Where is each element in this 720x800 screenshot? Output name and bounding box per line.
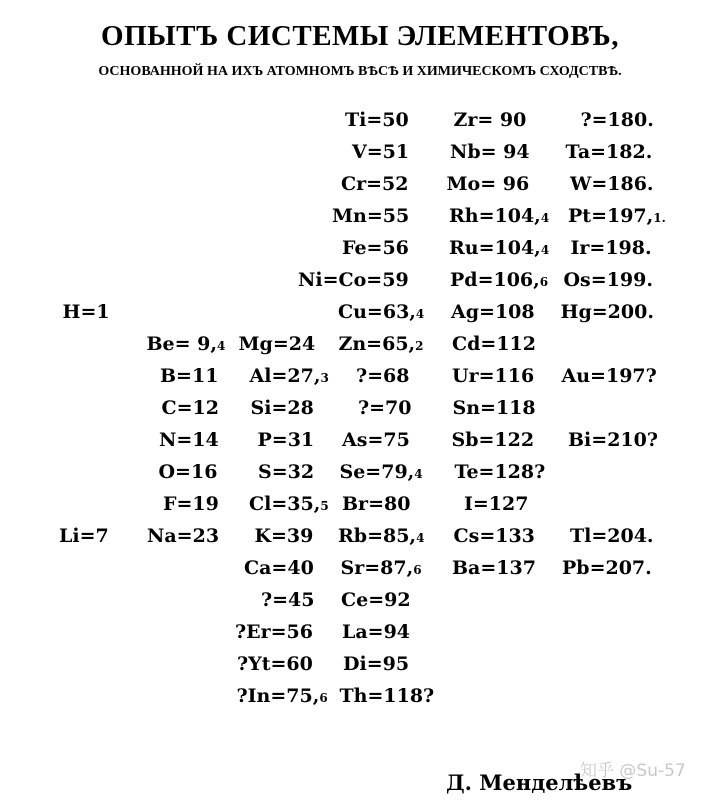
- element-symbol-weight: C=12: [161, 397, 219, 419]
- element-symbol-weight: Ru=104,: [449, 237, 541, 259]
- element-cell: [239, 332, 316, 356]
- element-symbol-weight: Ba=137: [452, 557, 536, 579]
- element-symbol-weight: Hg=200.: [560, 301, 654, 323]
- watermark: 知乎 @Su-57: [580, 761, 686, 781]
- element-symbol-weight: H=1: [62, 301, 110, 323]
- element-cell: [451, 300, 535, 324]
- element-symbol-weight: Fe=56: [342, 237, 409, 259]
- element-symbol-weight: Ta=182.: [565, 141, 653, 163]
- element-weight-decimal: 6: [413, 563, 422, 577]
- element-cell: [570, 172, 654, 196]
- element-cell: [352, 140, 409, 164]
- page-subtitle: ОСНОВАННОЙ НА ИХЪ АТОМНОМЪ ВѢСѢ И ХИМИЧЕСКОМЪ СХОДСТВѢ.: [98, 64, 622, 79]
- element-cell: [454, 524, 535, 548]
- element-symbol-weight: La=94: [342, 621, 411, 643]
- element-cell: [338, 300, 424, 326]
- element-cell: [59, 524, 109, 548]
- element-cell: [341, 556, 422, 582]
- element-symbol-weight: ?=45: [261, 589, 315, 611]
- element-symbol-weight: Ur=116: [452, 365, 535, 387]
- element-cell: [342, 492, 410, 516]
- element-cell: [244, 556, 314, 580]
- element-symbol-weight: Ni=Co=59: [298, 269, 409, 291]
- element-cell: [562, 556, 652, 580]
- element-cell: [571, 236, 652, 260]
- element-symbol-weight: Al=27,: [249, 365, 321, 387]
- element-cell: [345, 108, 409, 132]
- element-weight-decimal: 6: [319, 691, 328, 705]
- element-cell: [356, 364, 410, 388]
- element-cell: [452, 332, 536, 356]
- element-cell: [564, 268, 653, 292]
- element-cell: [258, 460, 314, 484]
- element-cell: [568, 428, 658, 452]
- element-cell: [237, 652, 313, 676]
- element-symbol-weight: N=14: [159, 429, 219, 451]
- element-cell: [581, 108, 654, 132]
- element-symbol-weight: Rb=85,: [338, 525, 417, 547]
- element-cell: [568, 204, 666, 230]
- element-weight-decimal: 3: [320, 371, 329, 385]
- element-symbol-weight: Au=197?: [561, 365, 657, 387]
- element-cell: [340, 460, 423, 486]
- element-symbol-weight: Ag=108: [451, 301, 535, 323]
- element-cell: [342, 428, 410, 452]
- element-cell: [163, 492, 219, 516]
- element-symbol-weight: Th=118?: [339, 685, 435, 707]
- element-symbol-weight: Br=80: [342, 493, 411, 515]
- element-symbol-weight: Na=23: [147, 525, 220, 547]
- element-cell: [450, 268, 548, 294]
- element-symbol-weight: Mn=55: [332, 205, 410, 227]
- author-signature: Д. Менделѣевъ: [446, 770, 633, 795]
- element-cell: [452, 364, 534, 388]
- element-cell: [159, 428, 219, 452]
- element-symbol-weight: Cl=35,: [249, 493, 321, 515]
- element-symbol-weight: Pt=197,: [568, 205, 654, 227]
- element-symbol-weight: Cd=112: [452, 333, 536, 355]
- element-cell: [339, 332, 424, 358]
- element-cell: [147, 332, 226, 358]
- element-symbol-weight: Li=7: [59, 525, 109, 547]
- element-symbol-weight: ?=68: [356, 365, 410, 387]
- element-weight-decimal: 1.: [653, 211, 666, 225]
- element-symbol-weight: F=19: [163, 493, 219, 515]
- element-symbol-weight: Pb=207.: [562, 557, 652, 579]
- element-symbol-weight: P=31: [257, 429, 315, 451]
- element-symbol-weight: Sn=118: [452, 397, 536, 419]
- element-symbol-weight: O=16: [158, 461, 218, 483]
- element-symbol-weight: Ir=198.: [570, 237, 652, 259]
- element-cell: [343, 652, 409, 676]
- element-weight-decimal: 2: [415, 339, 424, 353]
- element-weight-decimal: 6: [539, 275, 549, 289]
- element-weight-decimal: 4: [414, 467, 423, 481]
- element-cell: [250, 364, 329, 390]
- element-symbol-weight: ?Yt=60: [237, 653, 313, 675]
- element-symbol-weight: Pd=106,: [450, 269, 540, 291]
- element-weight-decimal: 4: [416, 531, 425, 545]
- element-symbol-weight: ?=180.: [580, 109, 654, 131]
- element-symbol-weight: Cu=63,: [338, 301, 416, 323]
- element-cell: [160, 364, 218, 388]
- element-symbol-weight: Nb= 94: [450, 141, 530, 163]
- element-symbol-weight: Mo= 96: [446, 173, 530, 195]
- element-symbol-weight: Sb=122: [451, 429, 535, 451]
- element-symbol-weight: As=75: [342, 429, 410, 451]
- element-symbol-weight: Zr= 90: [453, 109, 527, 131]
- element-cell: [455, 460, 546, 484]
- element-cell: [340, 684, 435, 708]
- element-symbol-weight: Ce=92: [341, 589, 411, 611]
- element-symbol-weight: Tl=204.: [570, 525, 654, 547]
- element-cell: [237, 684, 328, 710]
- page-title: ОПЫТЪ СИСТЕМЫ ЭЛЕМЕНТОВЪ,: [101, 20, 619, 52]
- element-cell: [63, 300, 110, 324]
- element-cell: [450, 140, 530, 164]
- element-cell: [452, 556, 536, 580]
- element-weight-decimal: 4: [415, 307, 425, 321]
- element-cell: [298, 268, 409, 292]
- element-cell: [342, 236, 409, 260]
- element-symbol-weight: Be= 9,: [146, 333, 218, 355]
- element-cell: [332, 204, 409, 228]
- element-symbol-weight: Di=95: [343, 653, 410, 675]
- element-symbol-weight: Cr=52: [341, 173, 409, 195]
- element-symbol-weight: Se=79,: [339, 461, 415, 483]
- element-symbol-weight: Cs=133: [453, 525, 535, 547]
- element-cell: [341, 172, 409, 196]
- element-symbol-weight: B=11: [160, 365, 219, 387]
- element-symbol-weight: Sr=87,: [340, 557, 414, 579]
- element-cell: [447, 172, 530, 196]
- element-symbol-weight: Rh=104,: [449, 205, 541, 227]
- element-symbol-weight: V=51: [352, 141, 410, 163]
- element-symbol-weight: I=127: [464, 493, 529, 515]
- element-weight-decimal: 4: [217, 339, 226, 353]
- element-symbol-weight: S=32: [258, 461, 315, 483]
- element-symbol-weight: Ti=50: [345, 109, 409, 131]
- element-cell: [261, 588, 315, 612]
- element-cell: [235, 620, 313, 644]
- element-symbol-weight: Zn=65,: [338, 333, 416, 355]
- element-cell: [464, 492, 528, 516]
- element-symbol-weight: Bi=210?: [568, 429, 658, 451]
- element-cell: [255, 524, 314, 548]
- element-symbol-weight: ?In=75,: [236, 685, 320, 707]
- element-cell: [562, 364, 657, 388]
- element-cell: [159, 460, 218, 484]
- element-symbol-weight: Si=28: [250, 397, 314, 419]
- element-weight-decimal: 4: [540, 211, 550, 225]
- element-cell: [338, 524, 424, 550]
- element-cell: [258, 428, 315, 452]
- element-symbol-weight: Mg=24: [238, 333, 316, 355]
- element-symbol-weight: ?=70: [358, 397, 412, 419]
- element-symbol-weight: Te=128?: [454, 461, 546, 483]
- element-cell: [342, 620, 410, 644]
- element-cell: [449, 236, 549, 262]
- element-cell: [453, 396, 536, 420]
- element-weight-decimal: 4: [540, 243, 550, 257]
- element-symbol-weight: Ca=40: [244, 557, 314, 579]
- element-cell: [162, 396, 219, 420]
- element-cell: [251, 396, 314, 420]
- element-symbol-weight: Os=199.: [563, 269, 653, 291]
- element-weight-decimal: 5: [320, 499, 329, 513]
- element-symbol-weight: W=186.: [570, 173, 654, 195]
- element-cell: [561, 300, 654, 324]
- element-cell: [570, 524, 654, 548]
- element-symbol-weight: K=39: [254, 525, 314, 547]
- element-cell: [452, 428, 535, 452]
- element-cell: [147, 524, 219, 548]
- element-cell: [454, 108, 527, 132]
- element-cell: [358, 396, 412, 420]
- element-cell: [341, 588, 411, 612]
- element-symbol-weight: ?Er=56: [235, 621, 313, 643]
- element-cell: [449, 204, 549, 230]
- element-cell: [566, 140, 653, 164]
- element-cell: [249, 492, 329, 518]
